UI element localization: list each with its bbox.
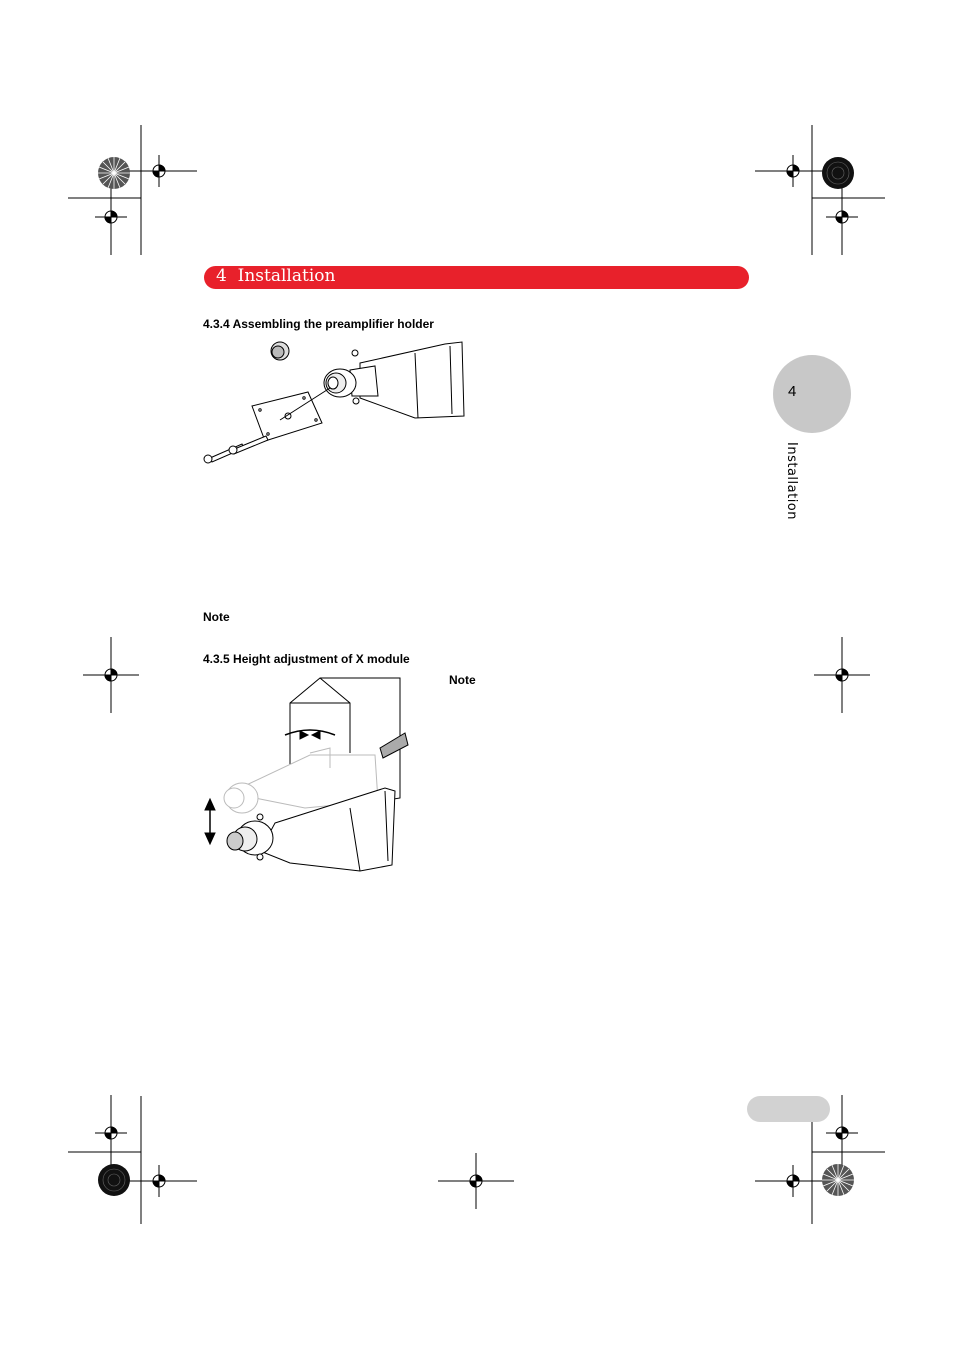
section-heading-4-3-4: 4.3.4 Assembling the preamplifier holder (203, 317, 434, 331)
height-adjustment-illustration (200, 673, 415, 878)
crosshair-icon (95, 179, 127, 255)
page-number-pill (747, 1096, 830, 1122)
crosshair-icon (826, 179, 858, 255)
crosshair-icon (755, 1165, 831, 1197)
chapter-tab-label-text: Installation (784, 442, 799, 521)
crosshair-icon (121, 155, 197, 187)
crosshair-icon (826, 1095, 858, 1171)
chapter-title (216, 265, 335, 288)
section-heading-4-3-5: 4.3.5 Height adjustment of X module (203, 652, 410, 666)
note-label-4-3-4: Note (203, 610, 230, 624)
starburst-dark-icon (822, 157, 854, 189)
preamplifier-holder-illustration (200, 338, 470, 468)
starburst-icon (98, 157, 130, 189)
crosshair-icon (755, 155, 831, 187)
chapter-tab-circle (773, 355, 851, 433)
note-label-4-3-5: Note (449, 673, 476, 687)
starburst-dark-icon (98, 1164, 130, 1196)
crosshair-icon (438, 1153, 514, 1209)
chapter-tab-label (783, 442, 803, 532)
starburst-icon (822, 1164, 854, 1196)
chapter-title-text: Installation (237, 266, 336, 286)
crosshair-icon (83, 637, 139, 713)
crosshair-icon (121, 1165, 197, 1197)
chapter-tab-number: 4 (788, 383, 797, 400)
crosshair-icon (814, 637, 870, 713)
chapter-number: 4 (216, 266, 227, 286)
crosshair-icon (95, 1095, 127, 1171)
